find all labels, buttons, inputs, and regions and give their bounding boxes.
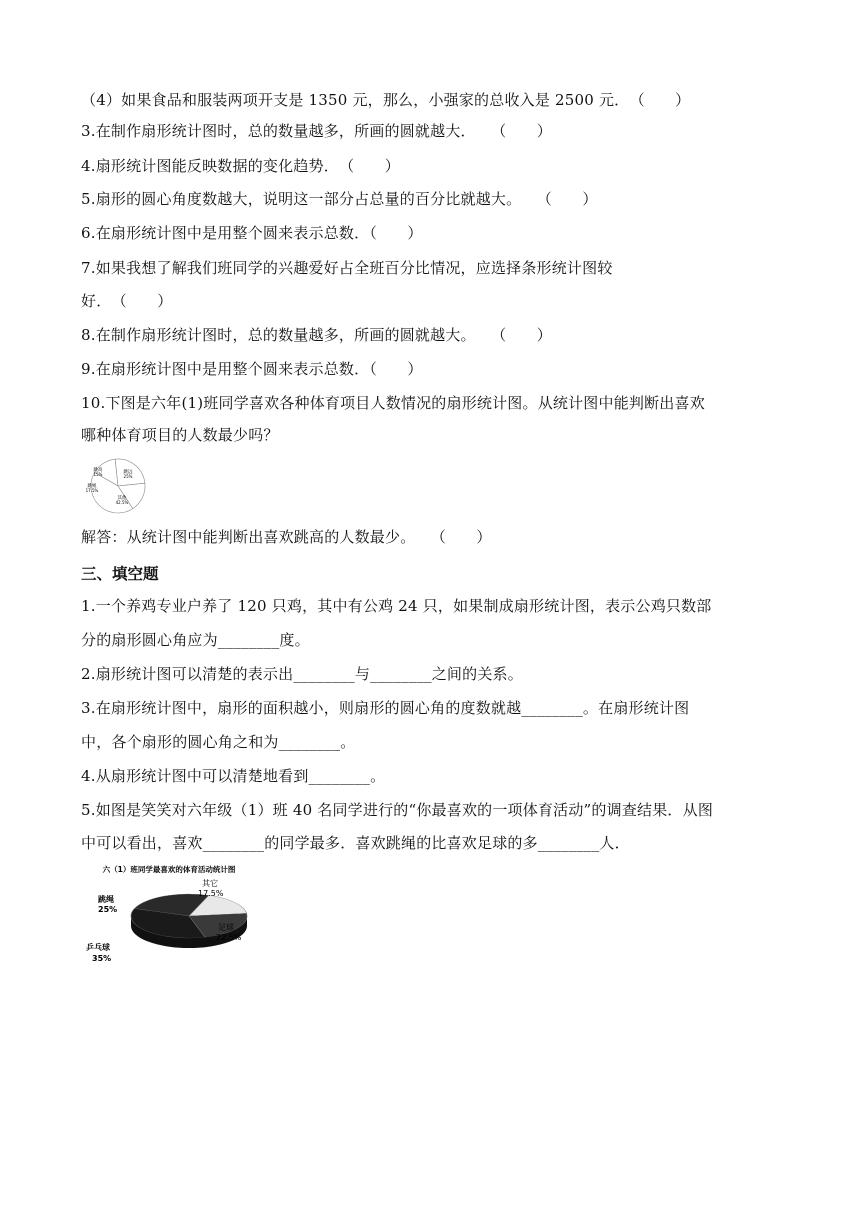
- sports-pie-chart-3d: [84, 862, 254, 972]
- fill-item-5-cont: 中可以看出，喜欢________的同学最多．喜欢跳绳的比喜欢足球的多________人．: [81, 834, 630, 852]
- judgment-item-8: 8.在制作扇形统计图时，总的数量越多，所画的圆就越大。 （ ）: [81, 326, 552, 344]
- judgment-item-9: 9.在扇形统计图中是用整个圆来表示总数．（ ）: [81, 360, 423, 378]
- judgment-item-10-cont: 哪种体育项目的人数最少吗？: [81, 426, 279, 444]
- fill-item-5: 5.如图是笑笑对六年级（1）班 40 名同学进行的“你最喜欢的一项体育活动”的调查结果．从图: [81, 801, 714, 819]
- pie1-value-2: 17.5%: [85, 488, 99, 493]
- pie2-value-1: 17.5%: [198, 889, 224, 898]
- judgment-item-10: 10.下图是六年(1)班同学喜欢各种体育项目人数情况的扇形统计图。从统计图中能判断出喜欢: [81, 394, 705, 412]
- pie1-label-0: 跳高: [93, 468, 103, 473]
- pie2-title: 六（1）班同学最喜欢的体育活动统计图: [102, 865, 236, 874]
- pie1-label-3: 其他: [117, 496, 127, 501]
- judgment-item-7: 7.如果我想了解我们班同学的兴趣爱好占全班百分比情况，应选择条形统计图较: [81, 259, 613, 277]
- judgment-answer: 解答：从统计图中能判断出喜欢跳高的人数最少。 （ ）: [81, 528, 492, 546]
- pie1-label-1: 跳远: [123, 470, 133, 475]
- pie2-value-3: 35%: [92, 954, 112, 963]
- fill-item-4: 4.从扇形统计图中可以清楚地看到________。: [81, 767, 386, 785]
- pie2-label-0: 跳绳: [98, 895, 114, 904]
- pie2-label-2: 足球: [218, 923, 234, 932]
- fill-item-3: 3.在扇形统计图中，扇形的面积越小，则扇形的圆心角的度数就越________。在扇形统计图: [81, 699, 690, 717]
- fill-item-1-cont: 分的扇形圆心角应为________度。: [81, 631, 310, 649]
- pie1-value-3: 42.5%: [115, 500, 129, 505]
- fill-item-3-cont: 中，各个扇形的圆心角之和为________。: [81, 733, 356, 751]
- judgment-item-4: （4）如果食品和服装两项开支是 1350 元，那么，小强家的总收入是 2500 元． （ ）: [81, 91, 691, 109]
- pie1-value-1: 25%: [123, 474, 133, 479]
- fill-item-1: 1.一个养鸡专业户养了 120 只鸡，其中有公鸡 24 只，如果制成扇形统计图，表示公鸡只数部: [81, 597, 712, 615]
- pie1-value-0: 15%: [93, 472, 103, 477]
- judgment-item-5: 5.扇形的圆心角度数越大，说明这一部分占总量的百分比就越大。 （ ）: [81, 190, 598, 208]
- fill-item-2: 2.扇形统计图可以清楚的表示出________与________之间的关系。: [81, 665, 523, 683]
- judgment-item-4b: 4.扇形统计图能反映数据的变化趋势． （ ）: [81, 157, 400, 175]
- judgment-item-3: 3.在制作扇形统计图时，总的数量越多，所画的圆就越大． （ ）: [81, 122, 552, 140]
- pie2-label-1: 其它: [202, 879, 218, 888]
- pie2-value-0: 25%: [98, 905, 118, 914]
- pie1-label-2: 跳绳: [87, 484, 97, 489]
- judgment-item-7-cont: 好． （ ）: [81, 292, 173, 310]
- pie2-value-2: 22.5%: [216, 933, 242, 942]
- judgment-item-6: 6.在扇形统计图中是用整个圆来表示总数．（ ）: [81, 224, 423, 242]
- sports-pie-chart-small: [82, 457, 154, 515]
- pie2-label-3: 乒乓球: [86, 943, 110, 952]
- section-title-fill-in: 三、填空题: [81, 565, 159, 583]
